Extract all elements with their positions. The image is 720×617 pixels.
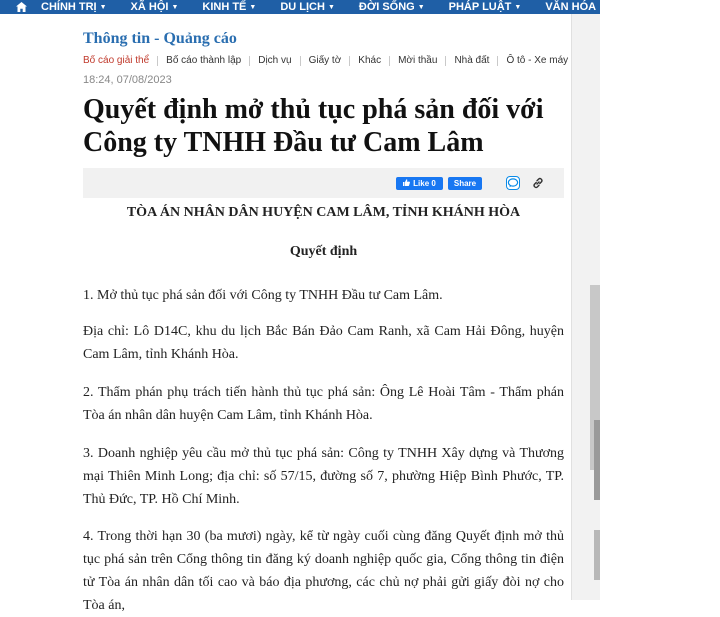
nav-menu [41, 1, 720, 13]
nav-item-label: DU LỊCH [280, 1, 325, 13]
nav-item-the-thao[interactable] [630, 1, 696, 13]
subcat-divider [349, 56, 350, 66]
subcat-dich-vu[interactable]: Dịch vụ [258, 55, 292, 66]
subcat-moi-thau[interactable]: Mời thầu [398, 55, 438, 66]
like-label: Like 0 [413, 179, 436, 188]
subcat-nha-dat[interactable]: Nhà đất [454, 55, 490, 66]
nav-item-label: THỂ THAO [630, 1, 687, 13]
zalo-icon[interactable] [506, 176, 520, 190]
article-title: Quyết định mở thủ tục phá sản đối với Công ty TNHH Đầu tư Cam Lâm [83, 94, 544, 158]
nav-item-doi-song[interactable] [359, 1, 425, 13]
article-category[interactable]: Thông tin - Quảng cáo [83, 30, 237, 47]
subcat-divider [249, 56, 250, 66]
chevron-down-icon: ▼ [99, 3, 107, 11]
subcat-khac[interactable]: Khác [358, 55, 382, 66]
subcat-divider [300, 56, 301, 66]
nav-item-label: CHÍNH TRỊ [41, 1, 97, 13]
nav-item-label: PHÁP LUẬT [448, 1, 512, 13]
subcategory-menu [83, 55, 571, 66]
paragraph-address: Địa chỉ: Lô D14C, khu du lịch Bắc Bán Đảo Cam Ranh, xã Cam Hải Đông, huyện Cam Lâm, tỉnh Khánh Hòa. [83, 324, 564, 362]
chevron-down-icon: ▼ [417, 3, 425, 11]
nav-item-van-hoa[interactable] [545, 1, 606, 13]
subcat-giay-to[interactable]: Giấy tờ [308, 55, 342, 66]
nav-item-label: XÃ HỘI [130, 1, 169, 13]
subcat-o-to-xe-may[interactable]: Ô tô - Xe máy [506, 55, 569, 66]
copy-link-icon[interactable] [531, 176, 545, 190]
nav-item-kinh-te[interactable] [202, 1, 256, 13]
side-ad-strip-lower[interactable] [594, 530, 600, 580]
facebook-share-button[interactable]: Share [448, 177, 482, 190]
chevron-down-icon: ▼ [327, 3, 335, 11]
nav-item-chinh-tri[interactable] [41, 1, 107, 13]
nav-item-label: VĂN HÓA [545, 1, 597, 13]
paragraph-4: 4. Trong thời hạn 30 (ba mươi) ngày, kể từ ngày cuối cùng đăng Quyết định mở thủ tục phá sản trên Cổng thông tin đăng ký doanh nghiệp quốc gia, Cổng thông tin điện tử Tòa án nhân dân tối cao và báo địa phương, các chủ nợ phải gửi giấy đòi nợ cho Tòa án, [83, 529, 564, 613]
subcat-divider [497, 56, 498, 66]
subcat-divider [445, 56, 446, 66]
home-icon[interactable] [16, 0, 27, 14]
nav-item-phap-luat[interactable] [449, 1, 522, 13]
chevron-down-icon: ▼ [599, 3, 607, 11]
subcat-bo-cao-giai-the[interactable]: Bố cáo giải thể [83, 55, 150, 66]
paragraph-2: 2. Thẩm phán phụ trách tiến hành thủ tục phá sản: Ông Lê Hoài Tâm - Thẩm phán Tòa án nhân dân huyện Cam Lâm, tỉnh Khánh Hòa. [83, 385, 564, 423]
paragraph-1: 1. Mở thủ tục phá sản đối với Công ty TNHH Đầu tư Cam Lâm. [83, 288, 443, 303]
chevron-down-icon: ▼ [171, 3, 179, 11]
subcat-bo-cao-thanh-lap[interactable]: Bố cáo thành lập [166, 55, 242, 66]
chevron-down-icon: ▼ [249, 3, 257, 11]
nav-item-du-lich[interactable] [280, 1, 335, 13]
subcat-divider [389, 56, 390, 66]
top-nav [0, 0, 697, 14]
decision-heading: Quyết định [289, 244, 358, 259]
chevron-down-icon: ▼ [689, 3, 697, 11]
thumbs-up-icon [403, 179, 410, 188]
nav-item-label: KINH TẾ [202, 1, 247, 13]
court-heading: TÒA ÁN NHÂN DÂN HUYỆN CAM LÂM, TỈNH KHÁNH HÒA [126, 205, 521, 220]
subcat-divider [157, 56, 158, 66]
article-timestamp: 18:24, 07/08/2023 [83, 74, 172, 86]
facebook-like-button[interactable] [396, 177, 443, 190]
chevron-down-icon: ▼ [514, 3, 522, 11]
side-ad-strip-dark[interactable] [594, 420, 600, 500]
share-bar [83, 168, 564, 198]
paragraph-3: 3. Doanh nghiệp yêu cầu mở thủ tục phá sản: Công ty TNHH Xây dựng và Thương mại Thiên Minh Long; địa chỉ: số 57/15, đường số 7, phường Hiệp Bình Phước, TP. Thủ Đức, TP. Hồ Chí Minh. [83, 446, 564, 507]
nav-item-label: ĐỜI SỐNG [358, 1, 415, 13]
nav-item-xa-hoi[interactable] [131, 1, 179, 13]
